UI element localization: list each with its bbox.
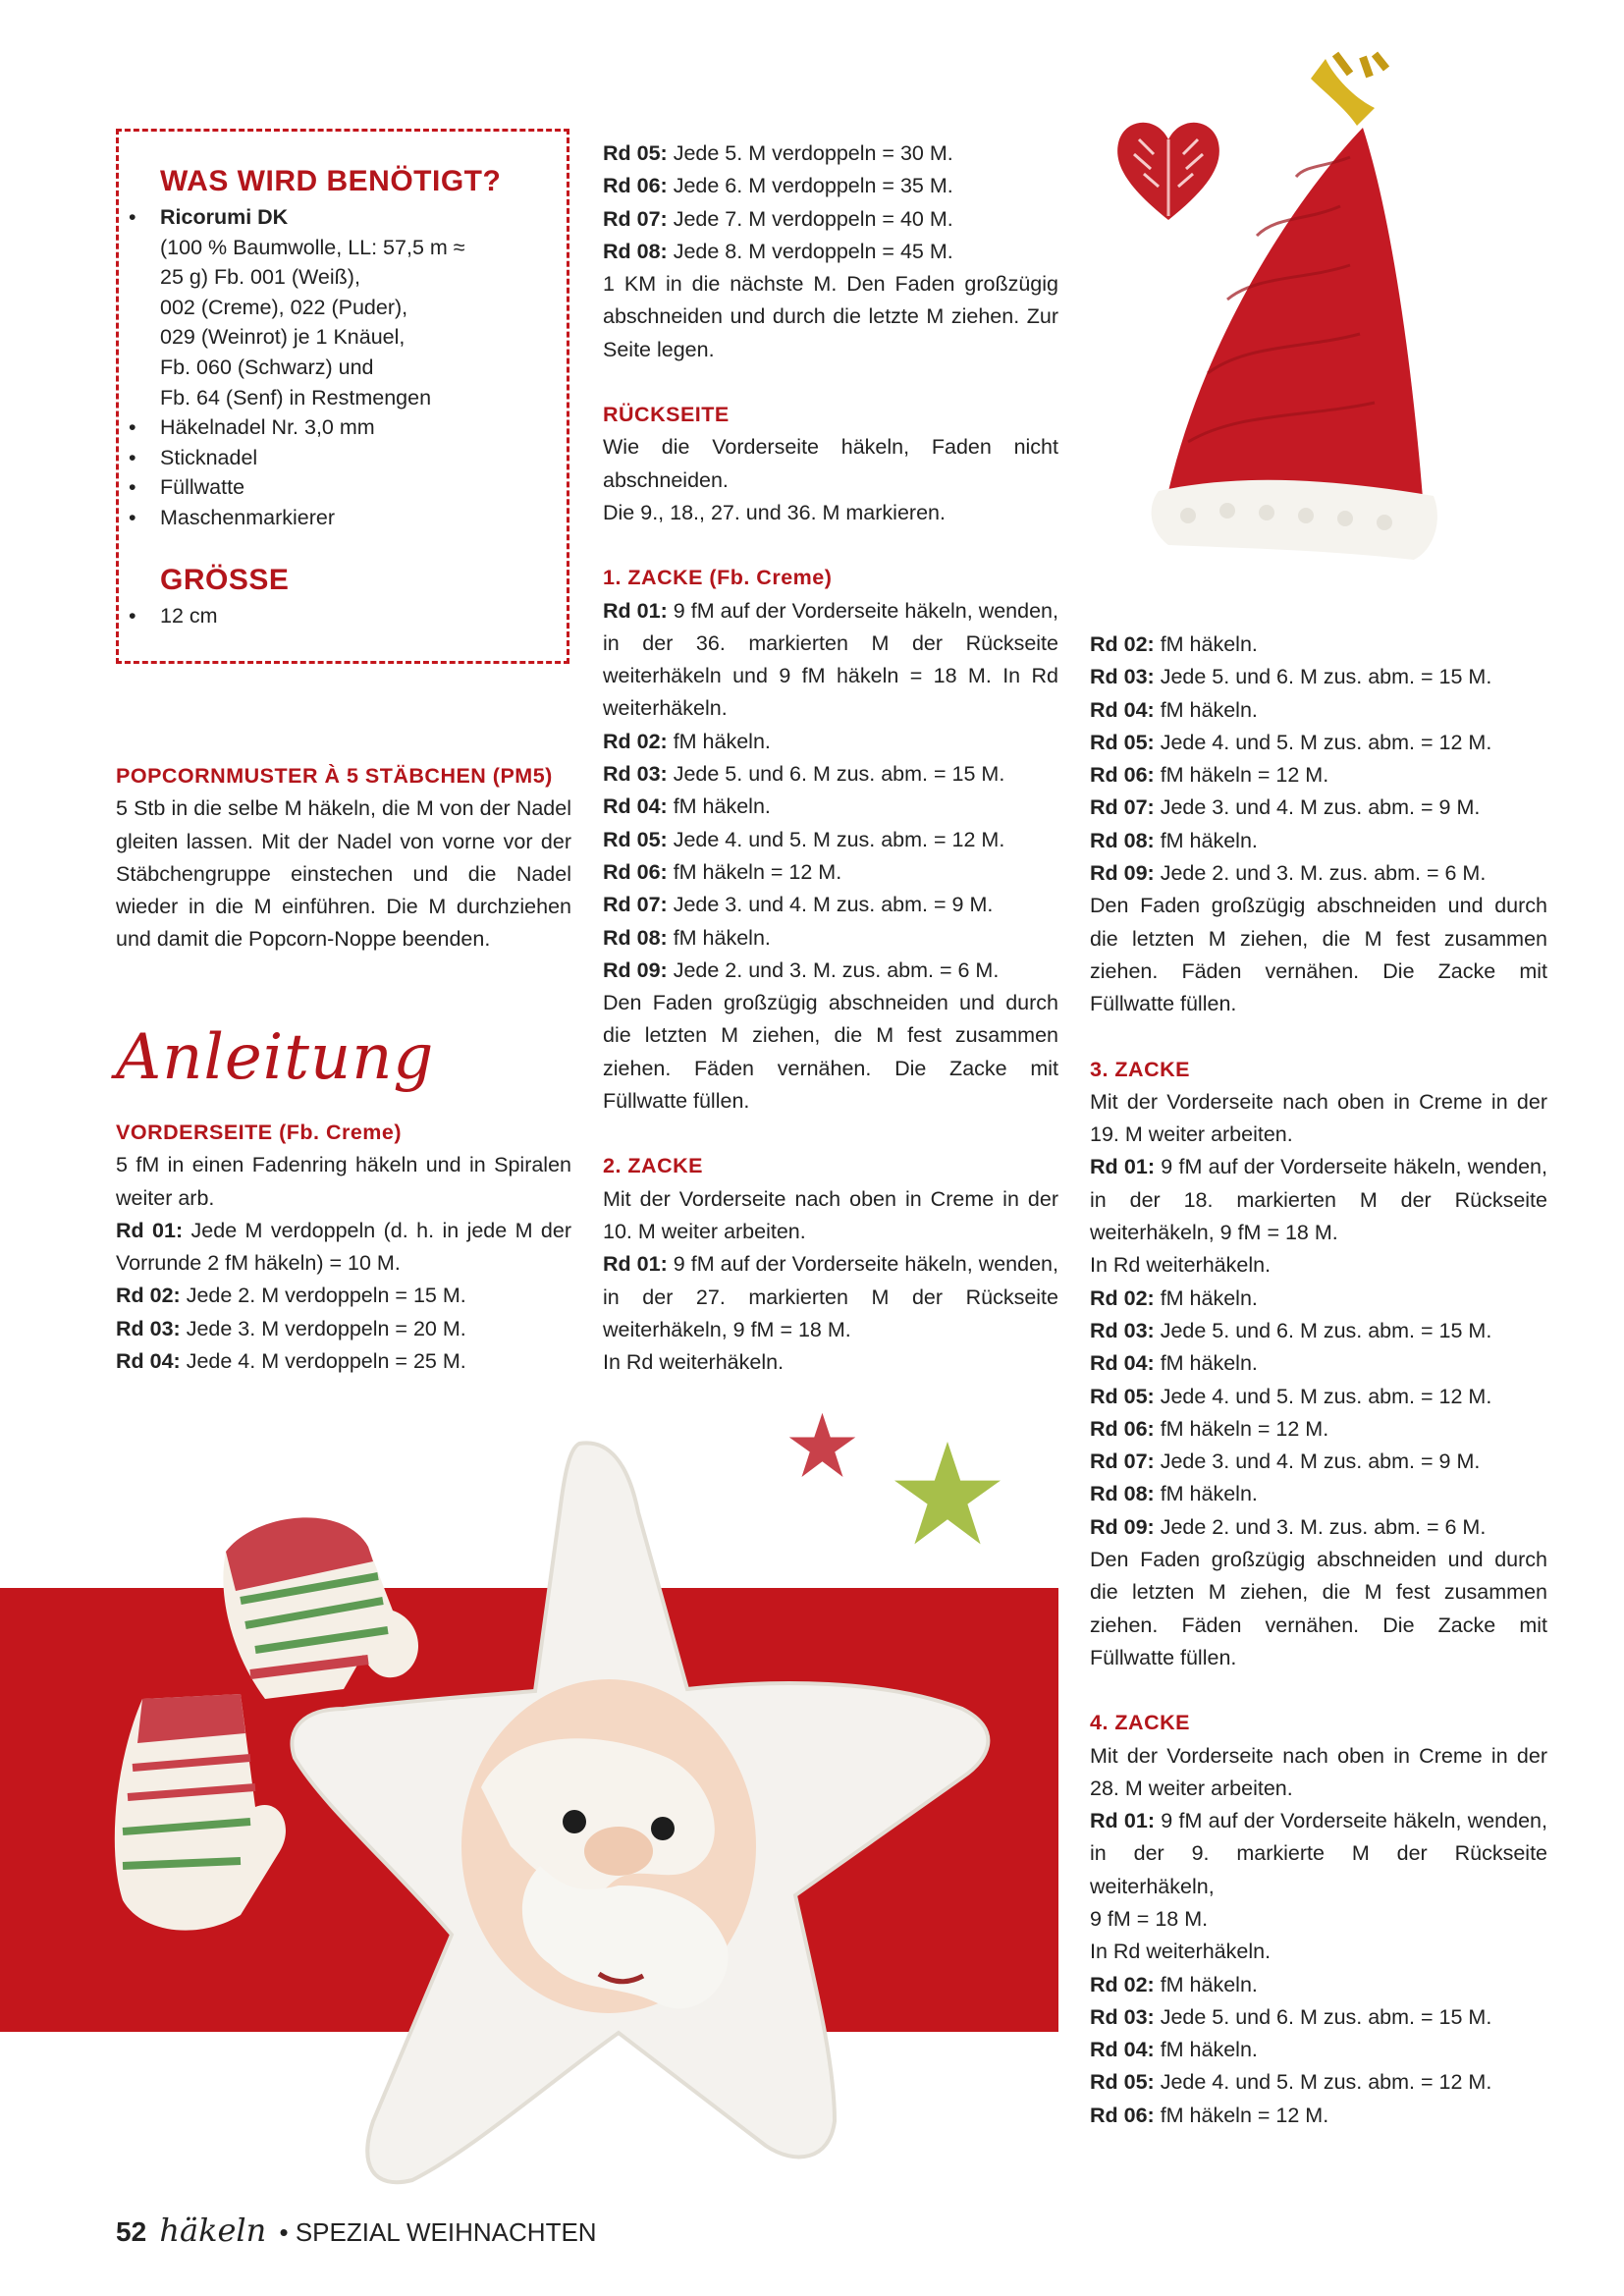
round-label: Rd 07: bbox=[1090, 1449, 1155, 1474]
materials-item: • Sticknadel bbox=[119, 443, 551, 473]
yarn-line: Fb. 060 (Schwarz) und bbox=[160, 355, 374, 379]
round-label: Rd 05: bbox=[1090, 1384, 1155, 1408]
round-row bbox=[1090, 1478, 1547, 1510]
rueckseite-title: RÜCKSEITE bbox=[603, 403, 730, 427]
round-label: Rd 01: bbox=[116, 1218, 184, 1242]
round-label: Rd 04: bbox=[1090, 2038, 1155, 2062]
round-text: fM häkeln. bbox=[667, 729, 771, 753]
round-label: Rd 04: bbox=[1090, 697, 1155, 722]
round-row bbox=[1090, 759, 1547, 792]
round-row bbox=[603, 137, 1058, 170]
page-number: 52 bbox=[116, 2216, 147, 2247]
round-row bbox=[1090, 1347, 1547, 1380]
round-row bbox=[603, 1248, 1058, 1346]
size-list bbox=[119, 601, 551, 631]
round-text: 9 fM auf der Vorderseite häkeln, wenden, in der 9. markierte M der Rückseite weiterhäkeln, bbox=[1090, 1809, 1547, 1898]
round-row bbox=[1090, 1969, 1547, 2001]
issue-title: SPEZIAL WEIHNACHTEN bbox=[295, 2217, 597, 2247]
zacke2-intro: Mit der Vorderseite nach oben in Creme in der 10. M weiter arbeiten. bbox=[603, 1186, 1058, 1243]
round-text: Jede 3. und 4. M zus. abm. = 9 M. bbox=[1154, 1449, 1481, 1474]
materials-list bbox=[119, 202, 551, 533]
round-row bbox=[1090, 825, 1547, 857]
zacke3-tail: In Rd weiterhäkeln. bbox=[1090, 1253, 1272, 1278]
round-label: Rd 02: bbox=[116, 1284, 181, 1308]
yarn-line: 029 (Weinrot) je 1 Knäuel, bbox=[160, 325, 406, 350]
round-row bbox=[1090, 1805, 1547, 1903]
materials-item-yarn bbox=[119, 202, 551, 412]
round-label: Rd 06: bbox=[1090, 2103, 1155, 2127]
round-row bbox=[1090, 2066, 1547, 2099]
round-row bbox=[1090, 857, 1547, 890]
round-label: Rd 02: bbox=[1090, 632, 1155, 656]
round-label: Rd 01: bbox=[603, 598, 668, 623]
round-text: fM häkeln. bbox=[667, 925, 771, 950]
round-text: Jede 4. und 5. M zus. abm. = 12 M. bbox=[1154, 1384, 1492, 1408]
size-title: GRÖSSE bbox=[160, 564, 290, 596]
column-2 bbox=[603, 137, 1058, 1379]
page-footer bbox=[116, 2212, 597, 2249]
round-label: Rd 03: bbox=[603, 762, 668, 787]
round-label: Rd 03: bbox=[1090, 2004, 1155, 2029]
round-row bbox=[603, 758, 1058, 791]
round-text: Jede 2. und 3. M. zus. abm. = 6 M. bbox=[667, 957, 1000, 982]
round-row bbox=[116, 1280, 571, 1312]
round-label: Rd 05: bbox=[1090, 730, 1155, 754]
round-label: Rd 06: bbox=[603, 174, 668, 198]
footer-bullet: • bbox=[279, 2217, 289, 2247]
zacke2-title: 2. ZACKE bbox=[603, 1154, 703, 1178]
round-label: Rd 02: bbox=[603, 729, 668, 753]
round-text: Jede 5. M verdoppeln = 30 M. bbox=[667, 141, 953, 165]
round-label: Rd 06: bbox=[1090, 763, 1155, 788]
round-text: fM häkeln. bbox=[1154, 1482, 1258, 1506]
zacke3-title: 3. ZACKE bbox=[1090, 1057, 1190, 1081]
round-row bbox=[603, 856, 1058, 889]
zacke4-intro: Mit der Vorderseite nach oben in Creme in der 28. M weiter arbeiten. bbox=[1090, 1743, 1547, 1800]
round-text: Jede 3. und 4. M zus. abm. = 9 M. bbox=[1154, 795, 1481, 820]
round-label: Rd 04: bbox=[1090, 1351, 1155, 1376]
round-row bbox=[603, 922, 1058, 955]
round-text: 9 fM auf der Vorderseite häkeln, wenden, in der 27. markierten M der Rückseite weiterhäkeln, 9 fM = 18 M. bbox=[603, 1252, 1058, 1341]
round-text: fM häkeln. bbox=[1154, 1972, 1258, 1996]
round-label: Rd 07: bbox=[603, 206, 668, 231]
round-label: Rd 08: bbox=[1090, 1482, 1155, 1506]
round-row bbox=[1090, 2100, 1547, 2132]
rueckseite-text: Wie die Vorderseite häkeln, Faden nicht abschneiden. bbox=[603, 435, 1058, 492]
round-text: 9 fM auf der Vorderseite häkeln, wenden, in der 18. markierten M der Rückseite weiterhäkeln, 9 fM = 18 M. bbox=[1090, 1155, 1547, 1245]
round-row bbox=[603, 955, 1058, 987]
round-row bbox=[1090, 1446, 1547, 1478]
round-text: Jede 2. und 3. M. zus. abm. = 6 M. bbox=[1154, 861, 1487, 886]
round-label: Rd 09: bbox=[603, 957, 668, 982]
round-row bbox=[603, 236, 1058, 268]
zacke4-title: 4. ZACKE bbox=[1090, 1711, 1190, 1735]
round-text: fM häkeln. bbox=[1154, 632, 1258, 656]
round-row bbox=[1090, 727, 1547, 759]
vorderseite-intro: 5 fM in einen Fadenring häkeln und in Spiralen weiter arb. bbox=[116, 1153, 571, 1210]
column-1 bbox=[116, 760, 571, 957]
round-row bbox=[1090, 1413, 1547, 1446]
round-text: fM häkeln. bbox=[1154, 1351, 1258, 1376]
round-text: fM häkeln = 12 M. bbox=[667, 859, 842, 884]
round-row bbox=[1090, 1151, 1547, 1249]
closing-text: Den Faden großzügig abschneiden und durch die letzten M ziehen, die M fest zusammen ziehen. Fäden vernähen. Die Zacke mit Füllwatte füllen. bbox=[603, 991, 1058, 1114]
anleitung-title: Anleitung bbox=[116, 1021, 435, 1094]
round-row bbox=[1090, 2001, 1547, 2034]
round-row bbox=[116, 1215, 571, 1281]
round-row bbox=[1090, 1283, 1547, 1315]
materials-box bbox=[116, 129, 569, 664]
materials-item: • Häkelnadel Nr. 3,0 mm bbox=[119, 412, 551, 443]
round-row bbox=[1090, 1381, 1547, 1413]
closing-text: Den Faden großzügig abschneiden und durch die letzten M ziehen, die M fest zusammen ziehen. Fäden vernähen. Die Zacke mit Füllwatte füllen. bbox=[1090, 1548, 1547, 1669]
round-text: Jede 5. und 6. M zus. abm. = 15 M. bbox=[1154, 2004, 1492, 2029]
round-row bbox=[1090, 694, 1547, 727]
yarn-line: Fb. 64 (Senf) in Restmengen bbox=[160, 385, 432, 410]
round-label: Rd 01: bbox=[1090, 1155, 1155, 1179]
round-row bbox=[1090, 661, 1547, 693]
size-value: • 12 cm bbox=[119, 601, 551, 631]
round-text: fM häkeln. bbox=[1154, 2038, 1258, 2062]
round-text: Jede 6. M verdoppeln = 35 M. bbox=[667, 174, 953, 198]
zacke4-row1-tail: 9 fM = 18 M. bbox=[1090, 1906, 1209, 1931]
yarn-name: Ricorumi DK bbox=[160, 205, 289, 229]
round-text: Jede 8. M verdoppeln = 45 M. bbox=[667, 239, 953, 263]
vorderseite-title: VORDERSEITE (Fb. Creme) bbox=[116, 1121, 403, 1144]
zacke3-intro: Mit der Vorderseite nach oben in Creme in der 19. M weiter arbeiten. bbox=[1090, 1089, 1547, 1147]
round-label: Rd 04: bbox=[116, 1349, 181, 1374]
round-label: Rd 07: bbox=[603, 893, 668, 917]
popcorn-text: 5 Stb in die selbe M häkeln, die M von der Nadel gleiten lassen. Mit der Nadel von vorne vor der Stäbchengruppe einstechen und die Nadel wieder in die M einführen. Die M durchziehen und damit die Popcorn-Noppe beenden. bbox=[116, 796, 571, 952]
round-text: Jede 5. und 6. M zus. abm. = 15 M. bbox=[1154, 665, 1492, 689]
round-label: Rd 09: bbox=[1090, 1514, 1155, 1539]
round-text: Jede 5. und 6. M zus. abm. = 15 M. bbox=[667, 762, 1005, 787]
closing-text: Den Faden großzügig abschneiden und durch die letzten M ziehen, die M fest zusammen ziehen. Fäden vernähen. Die Zacke mit Füllwatte füllen. bbox=[1090, 894, 1547, 1016]
popcorn-title: POPCORNMUSTER À 5 STÄBCHEN (PM5) bbox=[116, 764, 553, 788]
santa-hat-image bbox=[1129, 49, 1463, 599]
yarn-line: (100 % Baumwolle, LL: 57,5 m ≈ bbox=[160, 235, 465, 259]
round-label: Rd 09: bbox=[1090, 861, 1155, 886]
closing-text: 1 KM in die nächste M. Den Faden großzügig abschneiden und durch die letzte M ziehen. Zur Seite legen. bbox=[603, 272, 1058, 361]
round-row bbox=[1090, 629, 1547, 661]
round-label: Rd 02: bbox=[1090, 1972, 1155, 1996]
round-row bbox=[116, 1313, 571, 1345]
round-row bbox=[1090, 1511, 1547, 1544]
round-text: fM häkeln = 12 M. bbox=[1154, 763, 1329, 788]
round-label: Rd 06: bbox=[603, 859, 668, 884]
round-label: Rd 05: bbox=[603, 141, 668, 165]
round-text: Jede M verdoppeln (d. h. in jede M der Vorrunde 2 fM häkeln) = 10 M. bbox=[116, 1218, 571, 1276]
round-text: Jede 2. und 3. M. zus. abm. = 6 M. bbox=[1154, 1514, 1487, 1539]
round-row bbox=[603, 170, 1058, 202]
round-row bbox=[116, 1345, 571, 1378]
round-label: Rd 01: bbox=[1090, 1809, 1155, 1833]
round-text: fM häkeln = 12 M. bbox=[1154, 1416, 1329, 1441]
round-row bbox=[603, 889, 1058, 921]
round-text: Jede 5. und 6. M zus. abm. = 15 M. bbox=[1154, 1318, 1492, 1342]
round-text: Jede 2. M verdoppeln = 15 M. bbox=[180, 1284, 466, 1308]
materials-title: WAS WIRD BENÖTIGT? bbox=[160, 165, 502, 197]
vorderseite-section bbox=[116, 1117, 571, 1378]
round-row bbox=[603, 791, 1058, 823]
round-label: Rd 08: bbox=[603, 239, 668, 263]
magazine-brand: häkeln bbox=[159, 2212, 267, 2249]
rueckseite-mark: Die 9., 18., 27. und 36. M markieren. bbox=[603, 500, 946, 524]
round-row bbox=[1090, 2034, 1547, 2066]
zacke4-tail: In Rd weiterhäkeln. bbox=[1090, 1940, 1272, 1964]
round-label: Rd 04: bbox=[603, 794, 668, 819]
round-text: fM häkeln. bbox=[1154, 1285, 1258, 1310]
materials-item: • Füllwatte bbox=[119, 472, 551, 503]
round-text: fM häkeln = 12 M. bbox=[1154, 2103, 1329, 2127]
round-label: Rd 03: bbox=[1090, 665, 1155, 689]
round-text: fM häkeln. bbox=[1154, 697, 1258, 722]
round-text: Jede 4. und 5. M zus. abm. = 12 M. bbox=[667, 827, 1005, 851]
round-row bbox=[1090, 792, 1547, 824]
mitten-icon bbox=[93, 1689, 299, 1944]
round-label: Rd 07: bbox=[1090, 795, 1155, 820]
column-3 bbox=[1090, 629, 1547, 2132]
round-text: 9 fM auf der Vorderseite häkeln, wenden, in der 36. markierten M der Rückseite weiterhäkeln und 9 fM häkeln = 18 M. In Rd weiterhäkeln. bbox=[603, 598, 1058, 721]
round-label: Rd 03: bbox=[1090, 1318, 1155, 1342]
round-text: Jede 7. M verdoppeln = 40 M. bbox=[667, 206, 953, 231]
round-label: Rd 05: bbox=[1090, 2070, 1155, 2095]
round-row bbox=[603, 595, 1058, 726]
round-text: fM häkeln. bbox=[667, 794, 771, 819]
round-text: Jede 4. und 5. M zus. abm. = 12 M. bbox=[1154, 730, 1492, 754]
round-label: Rd 06: bbox=[1090, 1416, 1155, 1441]
yarn-line: 002 (Creme), 022 (Puder), bbox=[160, 295, 408, 319]
round-row bbox=[1090, 1315, 1547, 1347]
materials-item: • Maschenmarkierer bbox=[119, 503, 551, 533]
yarn-line: 25 g) Fb. 001 (Weiß), bbox=[160, 265, 360, 290]
round-row bbox=[603, 726, 1058, 758]
round-label: Rd 02: bbox=[1090, 1285, 1155, 1310]
round-text: Jede 3. M verdoppeln = 20 M. bbox=[180, 1316, 466, 1340]
round-row bbox=[603, 203, 1058, 236]
zacke1-title: 1. ZACKE (Fb. Creme) bbox=[603, 566, 833, 590]
round-label: Rd 08: bbox=[1090, 828, 1155, 852]
round-label: Rd 01: bbox=[603, 1252, 668, 1277]
round-row bbox=[603, 824, 1058, 856]
round-label: Rd 03: bbox=[116, 1316, 181, 1340]
round-label: Rd 05: bbox=[603, 827, 668, 851]
round-text: Jede 4. M verdoppeln = 25 M. bbox=[180, 1349, 466, 1374]
round-text: Jede 3. und 4. M zus. abm. = 9 M. bbox=[667, 893, 994, 917]
zacke2-tail: In Rd weiterhäkeln. bbox=[603, 1350, 785, 1375]
round-text: fM häkeln. bbox=[1154, 828, 1258, 852]
round-text: Jede 4. und 5. M zus. abm. = 12 M. bbox=[1154, 2070, 1492, 2095]
crochet-star-image bbox=[285, 1434, 1031, 2190]
round-label: Rd 08: bbox=[603, 925, 668, 950]
